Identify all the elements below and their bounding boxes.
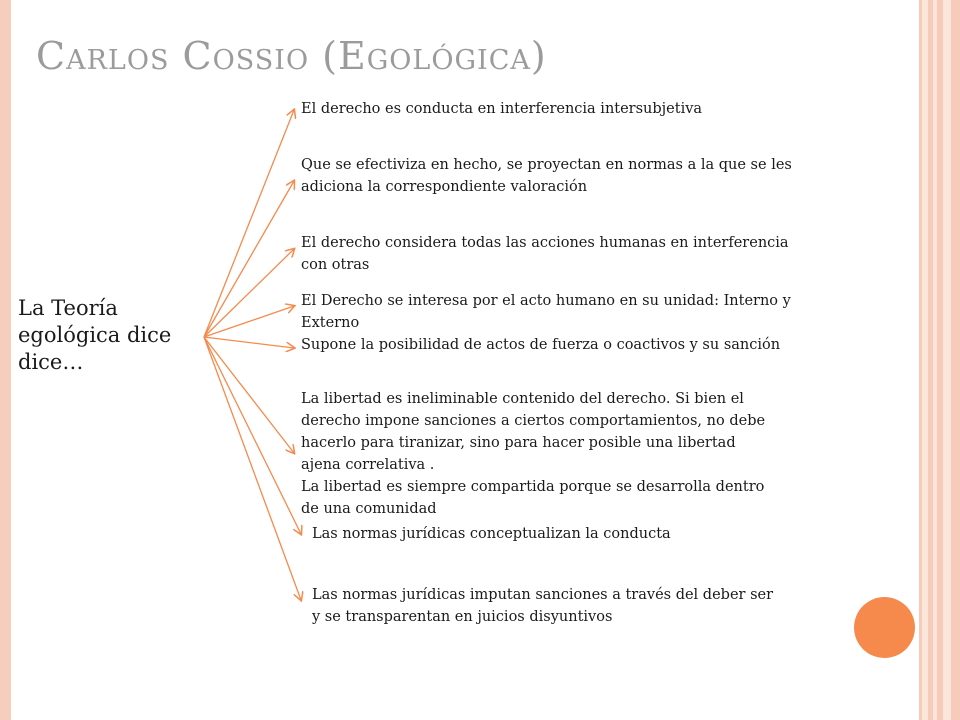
point-3-text: El derecho considera todas las acciones humanas en interferencia con otras	[301, 235, 789, 273]
central-statement: La Teoría egológica dice dice…	[18, 296, 172, 374]
point-1-text: El derecho es conducta en interferencia intersubjetiva	[301, 101, 703, 117]
point-5-text: La libertad es ineliminable contenido del derecho. Si bien el derecho impone sanciones a ciertos comportamientos, no debe hacerlo para tiranizar, sino para hacer posible una libertad ajena correlativa . La libertad es siempre compartida porque se desarrolla dentro de una comunidad	[301, 391, 766, 517]
point-7-text: Las normas jurídicas imputan sanciones a través del deber ser y se transparentan en juicios disyuntivos	[312, 587, 774, 625]
connector-arrow-6	[204, 337, 294, 453]
connector-arrow-1	[204, 110, 294, 337]
decorative-orange-circle	[854, 597, 915, 658]
point-2-text: Que se efectiviza en hecho, se proyectan en normas a la que se les adiciona la correspondiente valoración	[301, 157, 792, 195]
connector-arrow-2	[204, 181, 294, 337]
connector-arrow-7	[204, 337, 301, 534]
point-6-text: Las normas jurídicas conceptualizan la conducta	[312, 526, 671, 542]
connector-arrow-8	[204, 337, 301, 600]
connector-arrow-5	[204, 337, 294, 348]
point-4-text: El Derecho se interesa por el acto humano en su unidad: Interno y Externo Supone la posibilidad de actos de fuerza o coactivos y su sanción	[301, 293, 791, 353]
connector-arrow-3	[204, 249, 294, 337]
slide-title: Carlos Cossio (Egológica)	[36, 34, 547, 78]
connector-arrow-4	[204, 306, 294, 337]
